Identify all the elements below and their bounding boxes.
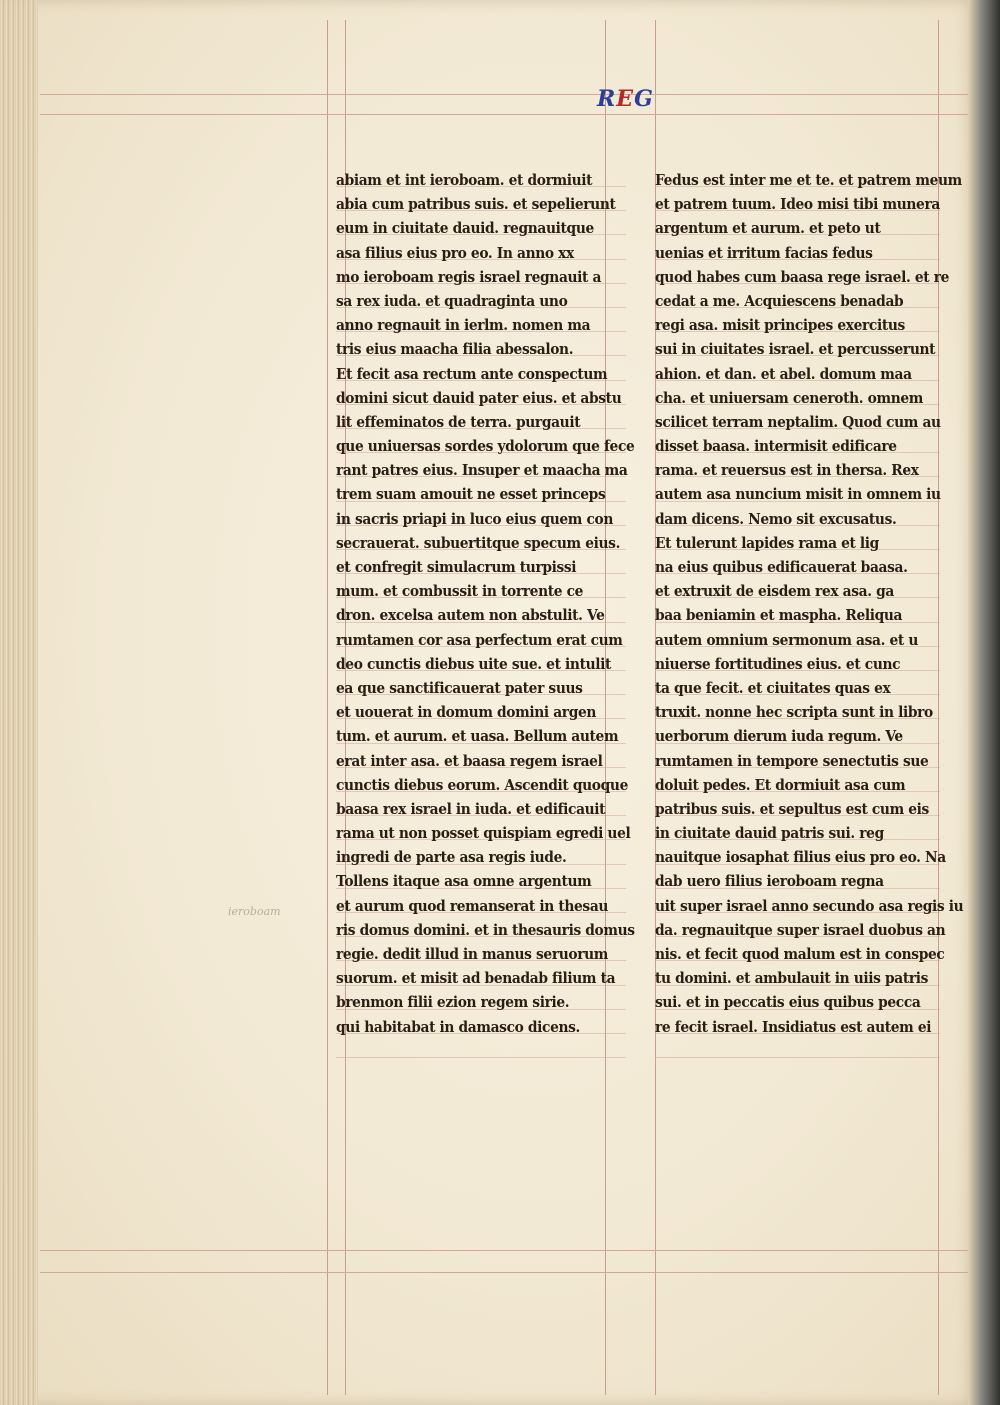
horizontal-rule — [655, 1057, 940, 1058]
text-line: que uniuersas sordes ydolorum que fece — [336, 437, 635, 456]
text-line: rant patres eius. Insuper et maacha ma — [336, 461, 628, 480]
running-head-g: G — [634, 86, 654, 112]
text-line: Fedus est inter me et te. et patrem meum — [655, 171, 962, 189]
text-line: secrauerat. subuertitque specum eius. — [336, 533, 621, 552]
text-line: disset baasa. intermisit edificare — [655, 437, 897, 456]
horizontal-rule — [40, 1250, 968, 1251]
running-head-r: R — [597, 86, 617, 112]
text-line: cedat a me. Acquiescens benadab — [655, 291, 904, 310]
running-head — [597, 86, 654, 112]
text-line: anno regnauit in ierlm. nomen ma — [336, 316, 591, 335]
text-line: autem omnium sermonum asa. et u — [655, 630, 919, 649]
horizontal-rule — [40, 1272, 968, 1273]
text-line: eum in ciuitate dauid. regnauitque — [336, 219, 594, 238]
text-line: et patrem tuum. Ideo misi tibi munera — [655, 195, 940, 214]
horizontal-rule — [336, 1057, 626, 1058]
text-line: autem asa nuncium misit in omnem iu — [655, 485, 941, 504]
text-line: truxit. nonne hec scripta sunt in libro — [655, 703, 933, 722]
text-column-left — [336, 168, 636, 1039]
text-line: re fecit israel. Insidiatus est autem ei — [655, 1017, 932, 1036]
text-line: in sacris priapi in luco eius quem con — [336, 509, 614, 528]
binding-edge — [968, 0, 1000, 1405]
text-line: sui. et in peccatis eius quibus pecca — [655, 993, 921, 1012]
text-line: sa rex iuda. et quadraginta uno — [336, 291, 568, 310]
text-line: nauitque iosaphat filius eius pro eo. Na — [655, 848, 946, 867]
text-line: qui habitabat in damasco dicens. — [336, 1017, 580, 1036]
text-line: doluit pedes. Et dormiuit asa cum — [655, 775, 906, 794]
text-line: patribus suis. et sepultus est cum eis — [655, 799, 929, 818]
text-line: ta que fecit. et ciuitates quas ex — [655, 678, 891, 697]
text-line: mo ieroboam regis israel regnauit a — [336, 267, 602, 286]
text-line: Et fecit asa rectum ante conspectum — [336, 364, 608, 383]
text-line: ingredi de parte asa regis iude. — [336, 848, 567, 867]
text-line: abia cum patribus suis. et sepelierunt — [336, 195, 616, 214]
text-line: uit super israel anno secundo asa regis iu — [655, 896, 964, 915]
text-line: regie. dedit illud in manus seruorum — [336, 945, 609, 963]
text-line: nis. et fecit quod malum est in conspec — [655, 945, 945, 963]
text-line: suorum. et misit ad benadab filium ta — [336, 969, 616, 988]
text-line: baa beniamin et maspha. Reliqua — [655, 606, 903, 625]
text-line: cha. et uniuersam ceneroth. omnem — [655, 388, 924, 407]
text-line: deo cunctis diebus uite sue. et intulit — [336, 654, 612, 673]
text-line: trem suam amouit ne esset princeps — [336, 485, 606, 504]
text-line: tum. et aurum. et uasa. Bellum autem — [336, 727, 619, 746]
text-line: Tollens itaque asa omne argentum — [336, 872, 592, 891]
vertical-rule — [327, 20, 328, 1395]
text-line: tu domini. et ambulauit in uiis patris — [655, 969, 929, 988]
text-line: ea que sanctificauerat pater suus — [336, 678, 583, 697]
text-line: sui in ciuitates israel. et percusserunt — [655, 340, 936, 359]
text-line: niuerse fortitudines eius. et cunc — [655, 654, 901, 673]
text-line: lit effeminatos de terra. purgauit — [336, 412, 581, 431]
text-line: baasa rex israel in iuda. et edificauit — [336, 799, 606, 818]
text-line: rumtamen cor asa perfectum erat cum — [336, 630, 623, 649]
text-line: uerborum dierum iuda regum. Ve — [655, 727, 903, 746]
text-line: ris domus domini. et in thesauris domus — [336, 920, 635, 939]
text-line: asa filius eius pro eo. In anno xx — [336, 243, 574, 262]
text-line: regi asa. misit principes exercitus — [655, 316, 905, 335]
horizontal-rule — [40, 94, 968, 95]
text-line: in ciuitate dauid patris sui. reg — [655, 824, 884, 843]
text-line: uenias et irritum facias fedus — [655, 243, 873, 262]
text-line: ahion. et dan. et abel. domum maa — [655, 364, 912, 383]
marginal-note: ieroboam — [228, 905, 281, 918]
text-line: da. regnauitque super israel duobus an — [655, 920, 946, 939]
page-edges — [0, 0, 38, 1405]
text-line: domini sicut dauid pater eius. et abstu — [336, 388, 622, 407]
text-line: et confregit simulacrum turpissi — [336, 558, 577, 576]
text-line: argentum et aurum. et peto ut — [655, 219, 881, 238]
text-line: mum. et combussit in torrente ce — [336, 582, 584, 601]
text-line: erat inter asa. et baasa regem israel — [336, 751, 603, 770]
running-head-e: E — [616, 86, 635, 112]
text-line: scilicet terram neptalim. Quod cum au — [655, 412, 941, 431]
text-line: dam dicens. Nemo sit excusatus. — [655, 509, 897, 528]
text-line: dab uero filius ieroboam regna — [655, 872, 884, 891]
text-line: na eius quibus edificauerat baasa. — [655, 558, 908, 576]
text-line: brenmon filii ezion regem sirie. — [336, 993, 570, 1012]
text-line: cunctis diebus eorum. Ascendit quoque — [336, 775, 628, 794]
text-line: Et tulerunt lapides rama et lig — [655, 533, 879, 552]
text-line: rama ut non posset quispiam egredi uel — [336, 824, 631, 843]
horizontal-rule — [40, 114, 968, 115]
text-line: abiam et int ieroboam. et dormiuit — [336, 171, 593, 189]
text-line: quod habes cum baasa rege israel. et re — [655, 267, 950, 286]
text-column-right — [655, 168, 964, 1039]
text-line: rama. et reuersus est in thersa. Rex — [655, 461, 919, 480]
text-line: et extruxit de eisdem rex asa. ga — [655, 582, 894, 601]
text-line: et uouerat in domum domini argen — [336, 703, 597, 722]
text-line: dron. excelsa autem non abstulit. Ve — [336, 606, 605, 625]
text-line: tris eius maacha filia abessalon. — [336, 340, 574, 359]
text-line: rumtamen in tempore senectutis sue — [655, 751, 929, 770]
text-line: et aurum quod remanserat in thesau — [336, 896, 609, 915]
